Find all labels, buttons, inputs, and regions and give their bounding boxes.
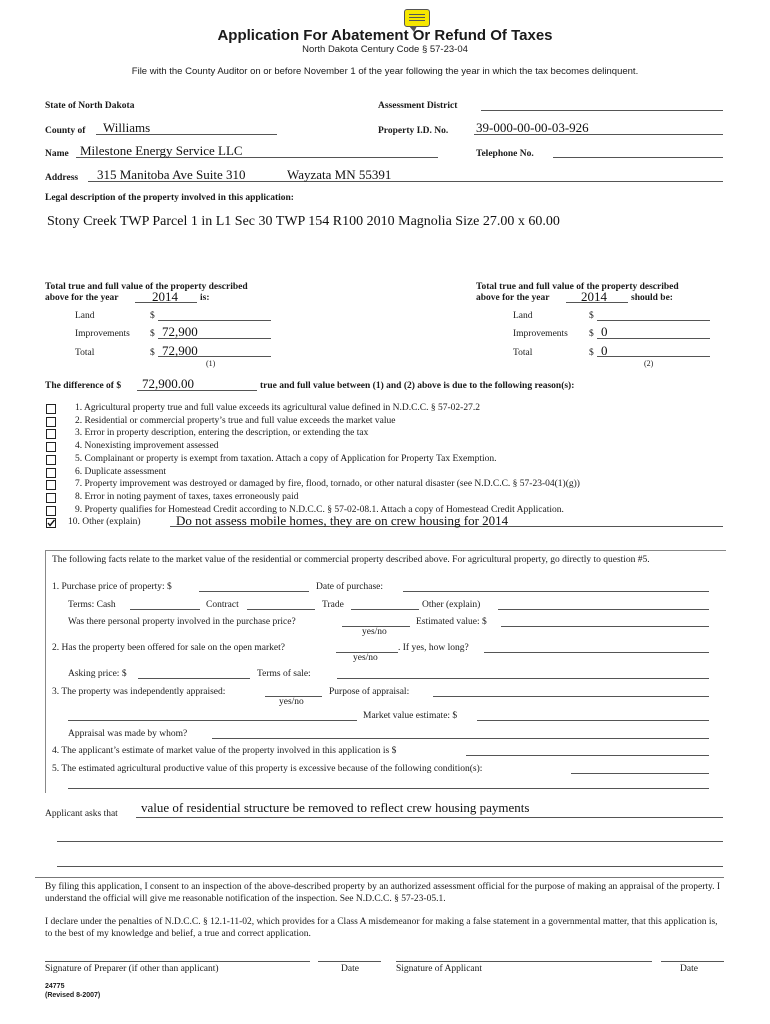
filing-instruction: File with the County Auditor on or before November 1 of the year following the year in which the tax becomes delinquent. xyxy=(131,66,639,77)
how-long-label: . If yes, how long? xyxy=(398,643,469,653)
phone-field[interactable] xyxy=(553,157,723,158)
reason-text-4: 4. Nonexisting improvement assessed xyxy=(75,441,219,451)
right-total-dollar: $ xyxy=(589,348,594,358)
cash-field[interactable] xyxy=(130,609,200,610)
appraised-yesno-hint: yes/no xyxy=(279,697,304,707)
reason-checkbox-8[interactable] xyxy=(46,493,56,503)
consent-text: By filing this application, I consent to an inspection of the above-described property by an authorized assessment official for the purpose of making an appraisal of the property. I understand the official will give me reasonable notification of the inspection. See N.D.C.C. § 57-23-05.1. xyxy=(45,882,721,904)
asking-price-field[interactable] xyxy=(138,678,250,679)
right-total-value: 0 xyxy=(601,343,608,358)
q2-label: 2. Has the property been offered for sale on the open market? xyxy=(52,643,286,653)
applicant-date-field[interactable] xyxy=(661,961,724,962)
market-estimate-field[interactable] xyxy=(477,720,709,721)
terms-sale-label: Terms of sale: xyxy=(257,669,311,679)
difference-reason-label: true and full value between (1) and (2) above is due to the following reason(s): xyxy=(260,381,575,391)
legal-value[interactable]: Stony Creek TWP Parcel 1 in L1 Sec 30 TWP 154 R100 2010 Magnolia Size 27.00 x 60.00 xyxy=(47,214,560,229)
asking-price-label: Asking price: $ xyxy=(68,669,127,679)
purchase-price-field[interactable] xyxy=(199,591,309,592)
estimated-value-label: Estimated value: $ xyxy=(416,617,487,627)
statute-code: North Dakota Century Code § 57-23-04 xyxy=(302,44,468,55)
right-land-label: Land xyxy=(513,311,533,321)
how-long-field[interactable] xyxy=(484,652,709,653)
applicant-estimate-field[interactable] xyxy=(466,755,709,756)
q5-field-1[interactable] xyxy=(571,773,709,774)
phone-label: Telephone No. xyxy=(476,149,534,159)
reason-checkbox-7[interactable] xyxy=(46,480,56,490)
contract-label: Contract xyxy=(206,600,239,610)
q1-label: 1. Purchase price of property: $ xyxy=(52,582,172,592)
reason-text-2: 2. Residential or commercial property’s true and full value exceeds the market value xyxy=(75,416,396,426)
appraisal-by-label: Appraisal was made by whom? xyxy=(68,729,188,739)
appraisal-detail-field[interactable] xyxy=(68,720,357,721)
left-land-dollar: $ xyxy=(150,311,155,321)
district-label: Assessment District xyxy=(378,101,458,111)
right-improvements-field[interactable] xyxy=(597,338,710,339)
right-total-label: Total xyxy=(513,348,533,358)
applicant-asks-field-3[interactable] xyxy=(57,866,723,867)
address-label: Address xyxy=(45,173,79,183)
district-field[interactable] xyxy=(481,110,723,111)
right-land-dollar: $ xyxy=(589,311,594,321)
q3-label: 3. The property was independently appraised: xyxy=(52,687,226,697)
name-label: Name xyxy=(45,149,69,159)
left-total-value: 72,900 xyxy=(162,343,198,358)
right-improvements-value: 0 xyxy=(601,324,608,339)
left-year-label: above for the year xyxy=(45,293,119,303)
other-terms-label: Other (explain) xyxy=(422,600,481,610)
checkmark-icon xyxy=(47,519,55,527)
trade-field[interactable] xyxy=(351,609,419,610)
form-number: 24775 xyxy=(45,983,65,990)
applicant-signature-field[interactable] xyxy=(396,961,652,962)
reason-text-5: 5. Complainant or property is exempt from taxation. Attach a copy of Application for Property Tax Exemption. xyxy=(75,454,497,464)
purchase-date-field[interactable] xyxy=(403,591,709,592)
market-intro: The following facts relate to the market value of the residential or commercial property described above. For agricultural property, go directly to question #5. xyxy=(52,555,650,565)
market-estimate-label: Market value estimate: $ xyxy=(363,711,458,721)
left-improvements-dollar: $ xyxy=(150,329,155,339)
reason-checkbox-1[interactable] xyxy=(46,404,56,414)
preparer-date-label: Date xyxy=(341,964,359,974)
left-improvements-label: Improvements xyxy=(75,329,130,339)
q5-label: 5. The estimated agricultural productive value of this property is excessive because of the following condition(s): xyxy=(52,764,483,774)
preparer-signature-label: Signature of Preparer (if other than applicant) xyxy=(45,964,219,974)
reason-checkbox-3[interactable] xyxy=(46,429,56,439)
state-label: State of North Dakota xyxy=(45,101,135,111)
terms-cash-label: Terms: Cash xyxy=(68,600,116,610)
purpose-field[interactable] xyxy=(433,696,709,697)
preparer-date-field[interactable] xyxy=(318,961,381,962)
left-is-label: is: xyxy=(200,293,210,303)
terms-sale-field[interactable] xyxy=(337,678,709,679)
form-revision: (Revised 8-2007) xyxy=(45,992,101,999)
divider xyxy=(35,877,724,878)
reason-checkbox-10[interactable] xyxy=(46,518,56,528)
column-1-marker: (1) xyxy=(206,359,216,368)
contract-field[interactable] xyxy=(247,609,315,610)
estimated-value-field[interactable] xyxy=(501,626,709,627)
q4-label: 4. The applicant’s estimate of market value of the property involved in this application is $ xyxy=(52,746,397,756)
applicant-asks-value: value of residential structure be removed to reflect crew housing payments xyxy=(141,800,530,815)
reason-text-7: 7. Property improvement was destroyed or damaged by fire, flood, tornado, or other natural disaster (see N.D.C.C. § 57-23-04(1)(g)) xyxy=(75,479,580,489)
offered-yesno-hint: yes/no xyxy=(353,653,378,663)
purchase-date-label: Date of purchase: xyxy=(316,582,383,592)
declaration-text: I declare under the penalties of N.D.C.C. § 12.1-11-02, which provides for a Class A misdemeanor for making a false statement in a governmental matter, that this application is, to the best of my knowledge and belief, a true and correct application. xyxy=(45,917,718,939)
county-value: Williams xyxy=(103,120,151,135)
reason-text-6: 6. Duplicate assessment xyxy=(75,467,167,477)
right-land-field[interactable] xyxy=(597,320,710,321)
comment-note-icon[interactable] xyxy=(404,9,430,27)
right-improvements-dollar: $ xyxy=(589,329,594,339)
left-land-field[interactable] xyxy=(158,320,271,321)
reason-text-8: 8. Error in noting payment of taxes, taxes erroneously paid xyxy=(75,492,299,502)
reason-text-9: 9. Property qualifies for Homestead Credit according to N.D.C.C. § 57-02-08.1. Attach a copy of Homestead Credit Application. xyxy=(75,505,564,515)
left-land-label: Land xyxy=(75,311,95,321)
reason-text-3: 3. Error in property description, entering the description, or extending the tax xyxy=(75,428,369,438)
right-total-field[interactable] xyxy=(597,356,710,357)
form-title: Application For Abatement Or Refund Of Taxes xyxy=(217,27,553,44)
preparer-signature-field[interactable] xyxy=(45,961,310,962)
difference-label: The difference of $ xyxy=(45,381,122,391)
column-2-marker: (2) xyxy=(644,359,654,368)
applicant-asks-field-1[interactable] xyxy=(136,817,723,818)
parcel-value: 39-000-00-00-03-926 xyxy=(476,120,589,135)
applicant-signature-label: Signature of Applicant xyxy=(396,964,483,974)
left-year-value: 2014 xyxy=(152,289,178,304)
name-value: Milestone Energy Service LLC xyxy=(80,143,243,158)
address-street: 315 Manitoba Ave Suite 310 xyxy=(97,167,246,182)
legal-label: Legal description of the property involved in this application: xyxy=(45,193,294,203)
personal-property-label: Was there personal property involved in the purchase price? xyxy=(68,617,296,627)
purpose-label: Purpose of appraisal: xyxy=(329,687,410,697)
difference-value: 72,900.00 xyxy=(142,376,194,391)
trade-label: Trade xyxy=(322,600,344,610)
other-terms-field[interactable] xyxy=(498,609,709,610)
left-improvements-value: 72,900 xyxy=(162,324,198,339)
reason-checkbox-6[interactable] xyxy=(46,468,56,478)
applicant-asks-label: Applicant asks that xyxy=(45,809,118,819)
right-shouldbe-label: should be: xyxy=(631,293,673,303)
reason-text-10: 10. Other (explain) xyxy=(68,517,141,527)
left-value-title: Total true and full value of the property described xyxy=(45,282,248,292)
county-label: County of xyxy=(45,126,86,136)
left-total-label: Total xyxy=(75,348,95,358)
reason-checkbox-5[interactable] xyxy=(46,455,56,465)
other-explain-value: Do not assess mobile homes, they are on crew housing for 2014 xyxy=(176,513,509,528)
left-total-dollar: $ xyxy=(150,348,155,358)
reason-checkbox-2[interactable] xyxy=(46,417,56,427)
right-year-label: above for the year xyxy=(476,293,550,303)
q5-field-2[interactable] xyxy=(68,788,709,789)
applicant-asks-field-2[interactable] xyxy=(57,841,723,842)
right-value-title: Total true and full value of the property described xyxy=(476,282,679,292)
applicant-date-label: Date xyxy=(680,964,698,974)
appraisal-by-field[interactable] xyxy=(212,738,709,739)
reason-checkbox-4[interactable] xyxy=(46,442,56,452)
personal-yesno-hint: yes/no xyxy=(362,627,387,637)
right-improvements-label: Improvements xyxy=(513,329,568,339)
address-city: Wayzata MN 55391 xyxy=(287,167,392,182)
reason-checkbox-9[interactable] xyxy=(46,506,56,516)
right-year-value: 2014 xyxy=(581,289,607,304)
parcel-label: Property I.D. No. xyxy=(378,126,449,136)
reason-text-1: 1. Agricultural property true and full value exceeds its agricultural value defined in N.D.C.C. § 57-02-27.2 xyxy=(75,403,480,413)
